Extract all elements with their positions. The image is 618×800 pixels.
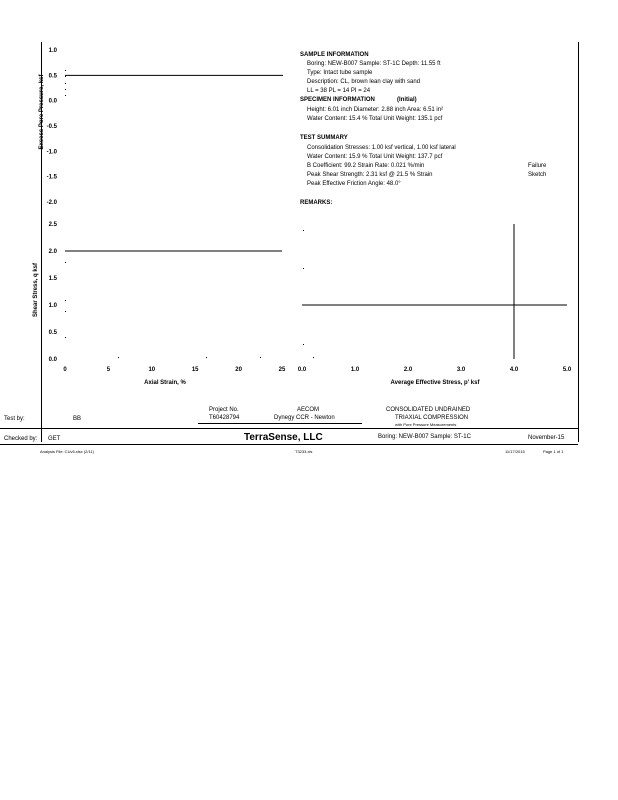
effective-stress-xtick-1: 1.0 (350, 367, 360, 373)
specimen-dimensions: Height: 6.01 inch Diameter: 2.88 inch Area: 6.51 in² (307, 107, 444, 113)
pore-pressure-ytick-1: 0.5 (48, 73, 57, 80)
shear-stress-ytick-5: 0.0 (48, 357, 57, 363)
shear-stress-ytick-1: 2.0 (48, 249, 57, 255)
axial-strain-xtick-3: 15 (191, 367, 199, 373)
pore-pressure-chart (47, 48, 283, 206)
pore-pressure-point-2 (65, 83, 66, 84)
test-water-content: Water Content: 15.9 % Total Unit Weight: 137.7 pcf (307, 154, 443, 160)
sample-type: Type: Intact tube sample (307, 70, 373, 76)
effective-stress-xtick-0: 0.0 (297, 367, 307, 373)
project-name: Dynegy CCR - Newton (274, 415, 335, 421)
shear-stress-ytick-0: 2.5 (48, 222, 57, 228)
axial-strain-marker-0 (118, 357, 119, 358)
checked-by-value: GET (48, 436, 61, 442)
axial-strain-marker-1 (206, 357, 207, 358)
shear-stress-ytick-2: 1.5 (48, 276, 57, 282)
footer-divider (0, 428, 578, 429)
failure-label: Failure (528, 163, 547, 169)
atterberg-limits: LL = 38 PL = 14 PI = 24 (307, 88, 371, 94)
stress-path-point-1 (303, 268, 304, 269)
remarks-label: REMARKS: (300, 200, 333, 206)
project-underline (198, 423, 362, 424)
pore-pressure-ytick-3: -0.5 (46, 124, 57, 130)
stress-path-marker-0 (313, 357, 314, 358)
axial-strain-axis-title: Axial Strain, % (144, 380, 186, 386)
test-summary-heading: TEST SUMMARY (300, 135, 348, 141)
axial-strain-xtick-0: 0 (63, 367, 67, 373)
pore-pressure-point-3 (65, 89, 66, 90)
shear-stress-ytick-4: 0.5 (48, 330, 57, 336)
sample-info-heading: SAMPLE INFORMATION (300, 52, 369, 58)
shear-stress-strain-chart (49, 222, 286, 373)
test-by-value: BB (73, 416, 82, 422)
shear-stress-ytick-3: 1.0 (48, 303, 57, 309)
pore-pressure-axis-title: Excess Pore Pressure, ksf (39, 74, 45, 150)
report-title-line3: with Pore Pressure Measurements (395, 422, 457, 427)
effective-stress-xtick-3: 3.0 (456, 367, 466, 373)
consolidation-stresses: Consolidation Stresses: 1.00 ksf vertical, 1.00 ksf lateral (307, 145, 456, 151)
effective-stress-xtick-2: 2.0 (403, 367, 413, 373)
pore-pressure-ytick-5: -1.5 (46, 174, 57, 181)
footer-bottom-line (0, 444, 578, 445)
sample-boring: Boring: NEW-B007 Sample: ST-1C Depth: 11.55 ft (307, 61, 441, 67)
pore-pressure-ytick-6: -2.0 (46, 200, 57, 206)
pore-pressure-point-0 (65, 70, 66, 71)
page-number: Page 1 of 1 (543, 449, 564, 454)
sample-description: Description: CL, brown lean clay with sand (307, 79, 421, 85)
stress-path-chart (298, 224, 572, 373)
shear-stress-point-0 (65, 262, 66, 263)
shear-stress-point-2 (65, 311, 66, 312)
shear-stress-point-3 (65, 337, 66, 338)
sketch-label: Sketch (528, 172, 547, 178)
specimen-initial-label: (Initial) (397, 97, 417, 103)
axial-strain-xtick-2: 10 (148, 367, 156, 373)
effective-stress-xtick-4: 4.0 (509, 367, 519, 373)
axial-strain-xtick-5: 25 (278, 367, 286, 373)
shear-stress-axis-title: Shear Stress, q ksf (33, 262, 39, 318)
test-by-label: Test by: (4, 416, 25, 422)
boring-sample: Boring: NEW-B007 Sample: ST-1C (378, 434, 471, 440)
report-title-line2: TRIAXIAL COMPRESSION (395, 415, 469, 421)
specimen-info-heading: SPECIMEN INFORMATION (300, 97, 375, 103)
report-date: November-15 (528, 435, 565, 441)
project-no-label: Project No. (209, 407, 239, 413)
specimen-water-content: Water Content: 15.4 % Total Unit Weight: 135.1 pcf (307, 116, 443, 122)
pore-pressure-point-4 (65, 95, 66, 96)
axial-strain-marker-2 (260, 357, 261, 358)
print-date: 11/17/2015 (505, 449, 525, 454)
effective-stress-axis-title: Average Effective Stress, p' ksf (390, 380, 480, 386)
pore-pressure-ytick-2: 0.0 (48, 98, 57, 105)
shear-stress-point-1 (65, 300, 66, 301)
b-coefficient: B Coefficient: 99.2 Strain Rate: 0.021 %/min (307, 163, 425, 169)
company-name: TerraSense, LLC (244, 432, 323, 443)
report-title-line1: CONSOLIDATED UNDRAINED (386, 407, 471, 413)
stress-path-point-2 (303, 344, 304, 345)
analysis-file: Analysis File: CUv5.xlsx (2/11) (40, 449, 94, 454)
pore-pressure-ytick-4: -1.0 (46, 149, 57, 156)
pore-pressure-point-1 (65, 76, 66, 77)
peak-shear-strength: Peak Shear Strength: 2.31 ksf @ 21.5 % Strain (307, 172, 433, 178)
friction-angle: Peak Effective Friction Angle: 48.0° (307, 181, 401, 187)
client-name: AECOM (297, 407, 320, 413)
stress-path-point-0 (303, 230, 304, 231)
sheet-file: T3233.xls (295, 449, 313, 454)
checked-by-label: Checked by: (4, 436, 38, 442)
effective-stress-xtick-5: 5.0 (562, 367, 572, 373)
project-no: T60428794 (209, 415, 240, 421)
axial-strain-xtick-4: 20 (235, 367, 242, 373)
axial-strain-xtick-1: 5 (106, 367, 111, 373)
pore-pressure-ytick-0: 1.0 (48, 48, 57, 54)
